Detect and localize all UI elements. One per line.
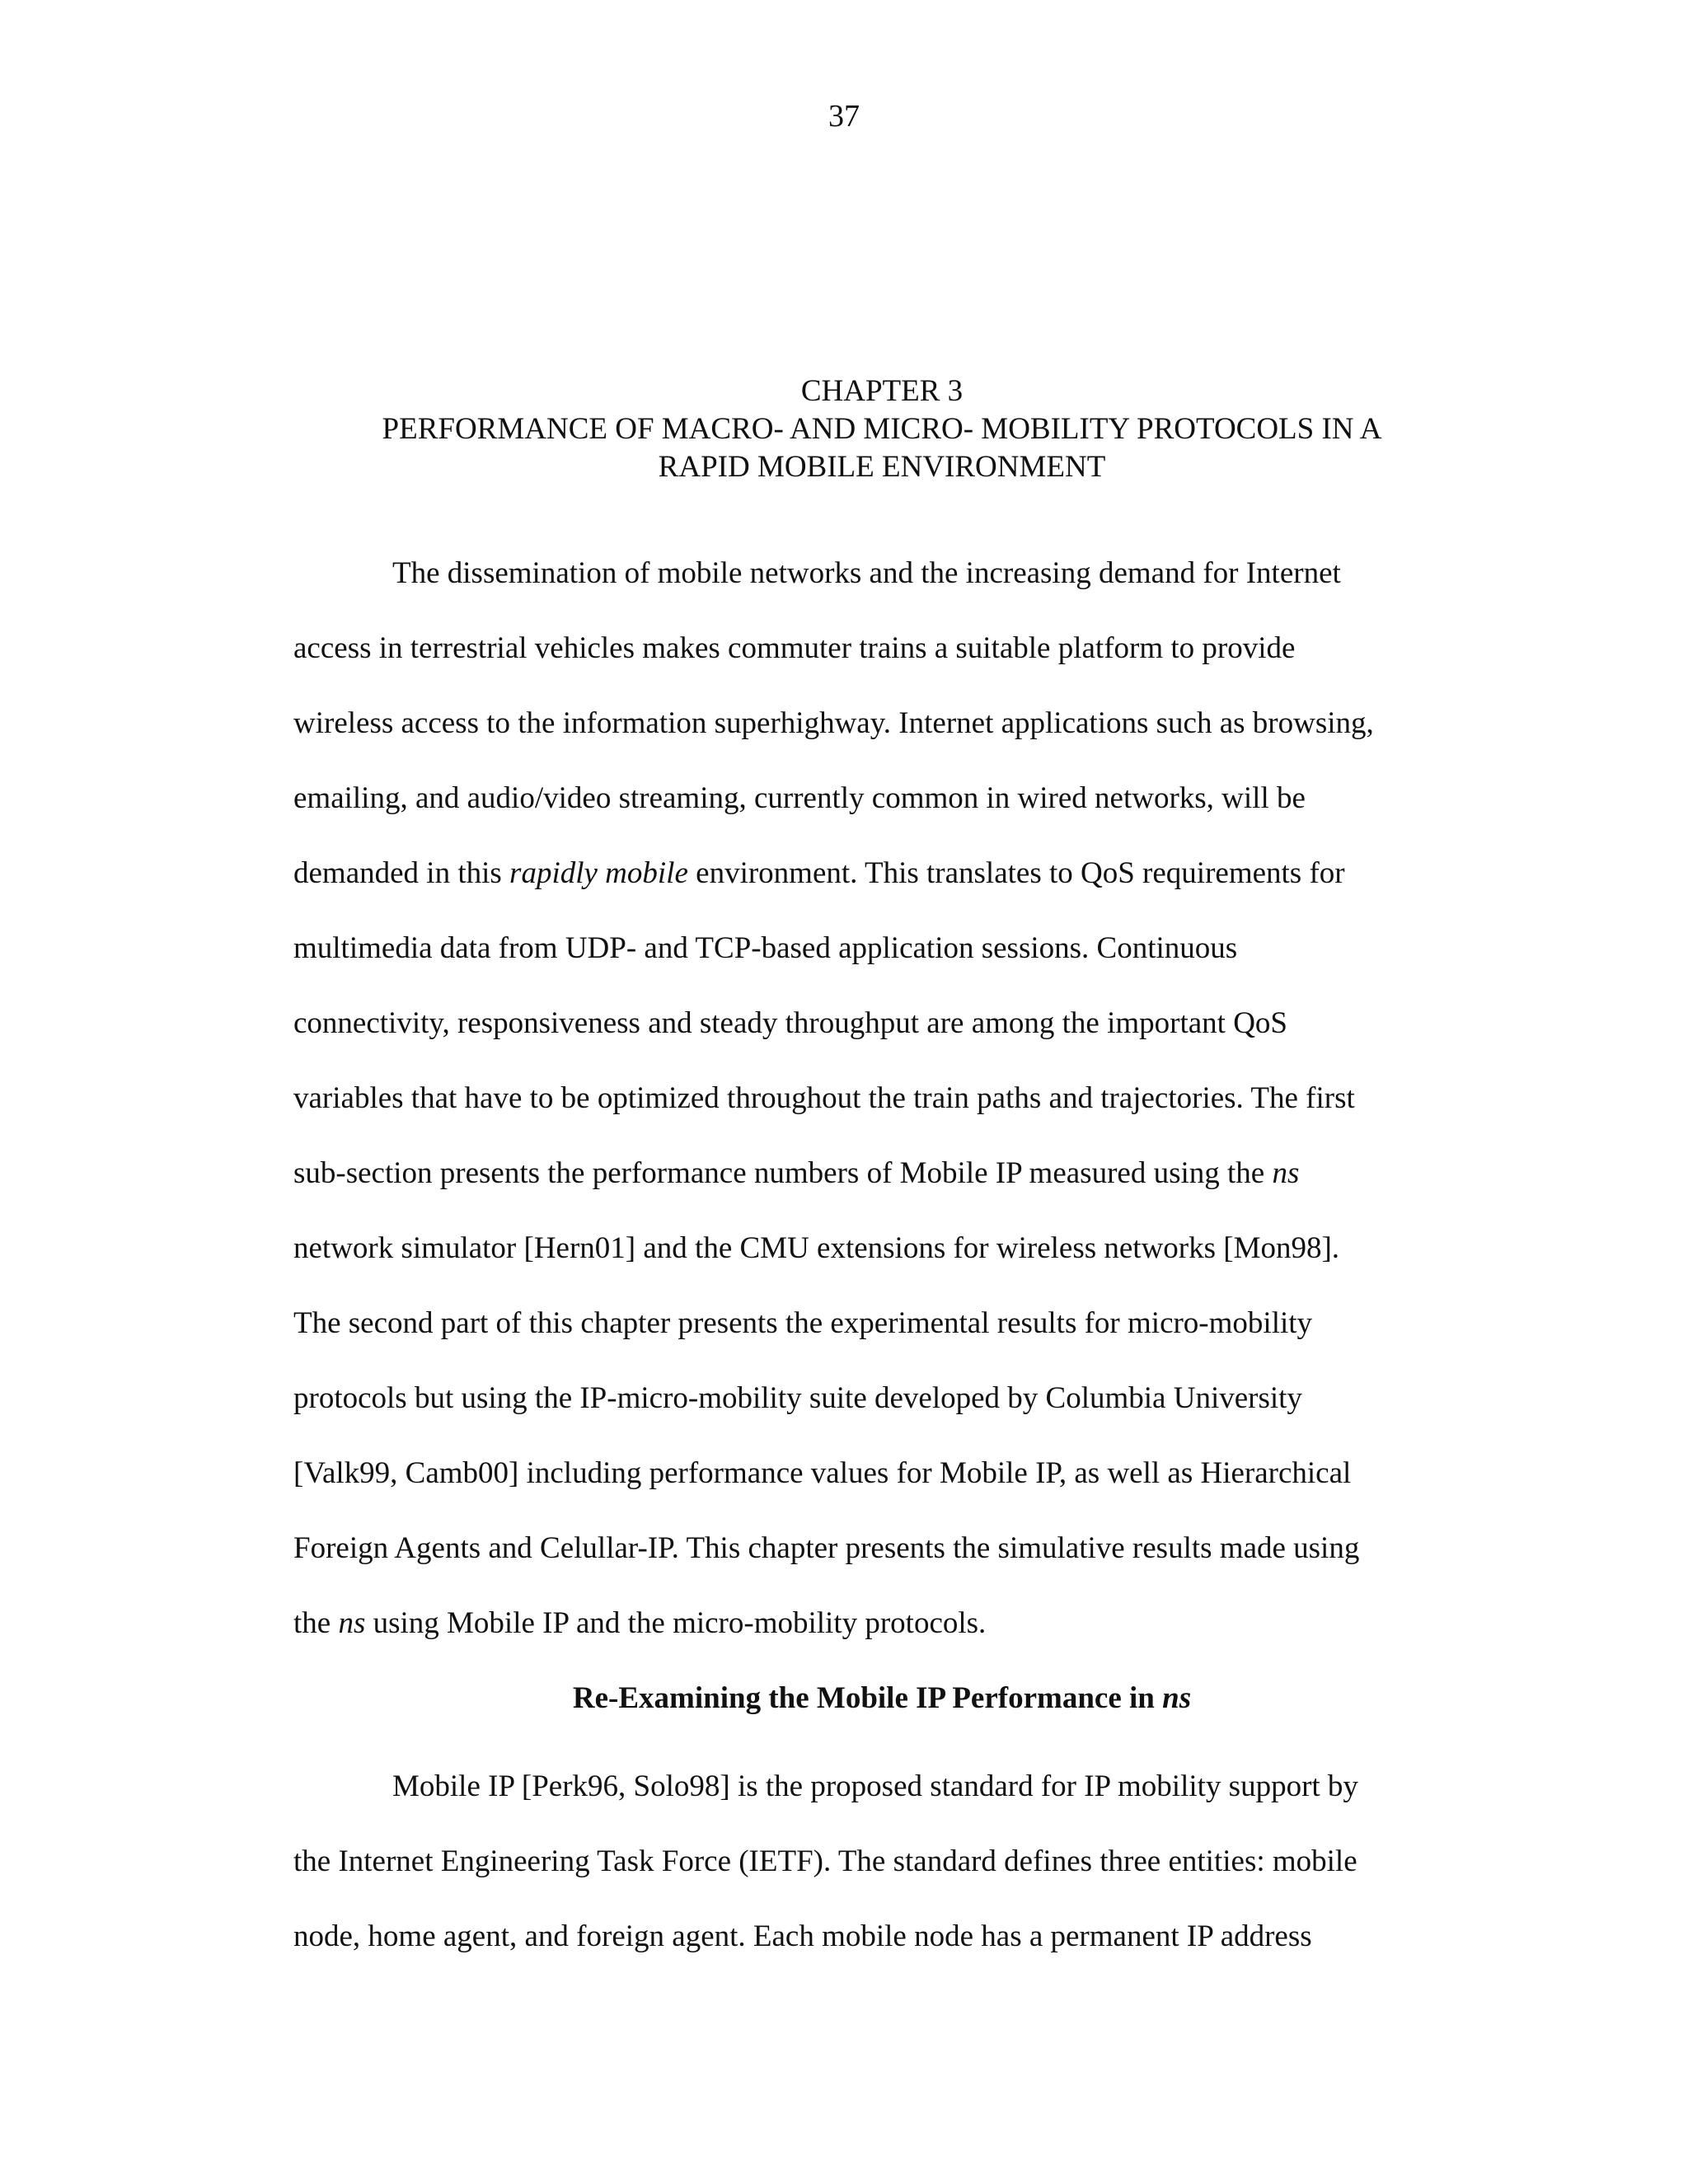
text-run: sub-section presents the performance numbers of Mobile IP measured using the [293,1156,1273,1190]
section-title: Re-Examining the Mobile IP Performance in [572,1681,1163,1715]
text-line [293,1586,1464,1661]
text-line: emailing, and audio/video streaming, currently common in wired networks, will be [293,781,1306,815]
text-line: node, home agent, and foreign agent. Each mobile node has a permanent IP address [293,1919,1312,1953]
text-line: wireless access to the information superhighway. Internet applications such as browsing, [293,706,1374,740]
text-line: Mobile IP [Perk96, Solo98] is the proposed standard for IP mobility support by [392,1769,1358,1803]
section-heading [293,1661,1470,1736]
text-run: environment. This translates to QoS requirements for [687,856,1345,890]
text-line: The dissemination of mobile networks and the increasing demand for Internet [392,556,1341,590]
chapter-title-line-1: PERFORMANCE OF MACRO- AND MICRO- MOBILITY PROTOCOLS IN A [382,412,1382,446]
chapter-title-line-2: RAPID MOBILE ENVIRONMENT [658,450,1106,484]
text-line: access in terrestrial vehicles makes commuter trains a suitable platform to provide [293,631,1296,665]
paragraph-2 [293,1749,1464,1974]
italic-term: ns [1272,1156,1300,1190]
italic-term: rapidly mobile [509,856,688,890]
page-number: 37 [828,99,860,134]
text-line: connectivity, responsiveness and steady throughput are among the important QoS [293,1006,1288,1040]
text-line [293,1136,1464,1211]
text-line: [Valk99, Camb00] including performance values for Mobile IP, as well as Hierarchical [293,1456,1352,1490]
text-line: variables that have to be optimized throughout the train paths and trajectories. The first [293,1081,1355,1115]
text-line: network simulator [Hern01] and the CMU extensions for wireless networks [Mon98]. [293,1231,1340,1265]
text-run: using Mobile IP and the micro-mobility protocols. [365,1606,987,1640]
chapter-label: CHAPTER 3 [800,374,964,408]
text-line: protocols but using the IP-micro-mobility suite developed by Columbia University [293,1381,1302,1415]
text-line [293,836,1464,911]
paragraph-1 [293,536,1464,1661]
text-line: the Internet Engineering Task Force (IETF). The standard defines three entities: mobile [293,1844,1357,1878]
text-line: The second part of this chapter presents the experimental results for micro-mobility [293,1306,1313,1340]
text-run: demanded in this [293,856,510,890]
text-line: Foreign Agents and Celullar-IP. This chapter presents the simulative results made using [293,1531,1360,1565]
chapter-heading [293,373,1470,486]
italic-term: ns [338,1606,366,1640]
section-title-italic: ns [1162,1681,1192,1715]
text-line: multimedia data from UDP- and TCP-based application sessions. Continuous [293,931,1238,965]
text-run: the [293,1606,339,1640]
